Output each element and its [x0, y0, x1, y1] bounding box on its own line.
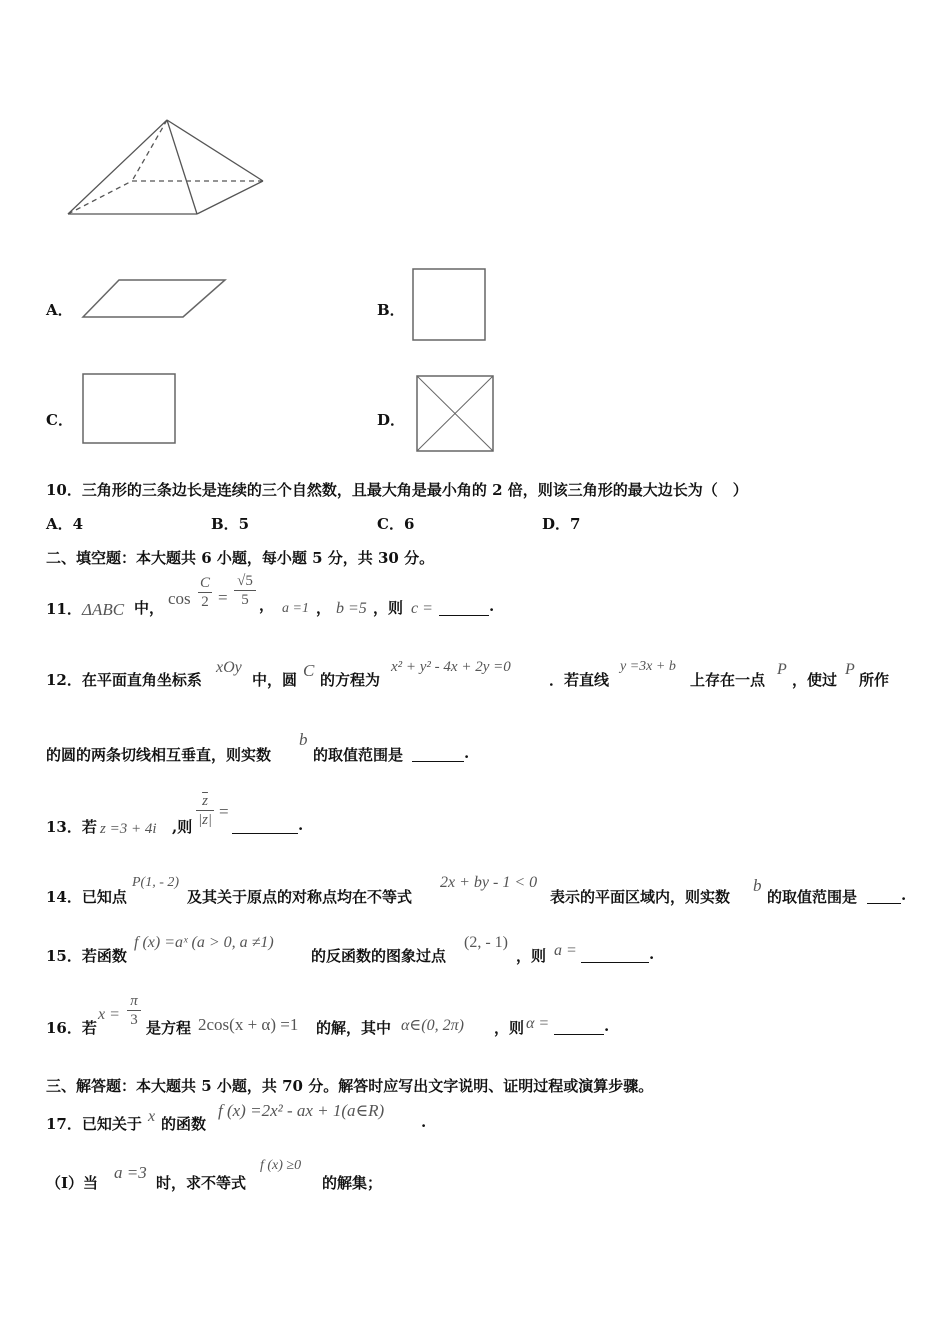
section-3-heading: 三、解答题：本大题共 5 小题，共 70 分。解答时应写出文字说明、证明过程或演算步骤。	[46, 1077, 654, 1095]
q16-frac-pi3	[127, 992, 141, 1029]
q11-eq: =	[218, 588, 228, 607]
q16-alpha: α =	[526, 1015, 550, 1032]
q11-period: .	[489, 597, 495, 615]
q16-range: α∈(0, 2π)	[401, 1017, 464, 1034]
q16-part1: 16．若	[46, 1019, 97, 1037]
q12-part4: ．若直线	[549, 671, 610, 689]
q15	[46, 930, 686, 966]
q16-part3: 的解，其中	[316, 1019, 392, 1037]
q13-frac	[196, 792, 214, 829]
q16-three: 3	[130, 1012, 138, 1028]
q17-period: .	[421, 1113, 427, 1131]
q10-option-a[interactable]: A．4	[46, 515, 84, 533]
q11-frac-c2	[198, 574, 212, 611]
q12-period: .	[464, 744, 470, 762]
option-a-label[interactable]: A．	[46, 301, 73, 319]
q16	[46, 992, 626, 1040]
option-b-square	[410, 266, 490, 344]
q14-part2: 及其关于原点的对称点均在不等式	[187, 888, 413, 906]
q11-frac-den: 2	[201, 594, 209, 610]
q12-part9: 的取值范围是	[313, 746, 404, 764]
option-c-rectangle	[80, 371, 180, 447]
q11-cos: cos	[168, 589, 191, 608]
q14-part1: 14．已知点	[46, 888, 127, 906]
option-d-label[interactable]: D．	[377, 411, 406, 429]
section-2-heading: 二、填空题：本大题共 6 小题，每小题 5 分，共 30 分。	[46, 549, 435, 567]
q12-answer-blank[interactable]	[412, 760, 464, 762]
q16-part2: 是方程	[146, 1019, 192, 1037]
q11-b: b =5	[336, 600, 367, 617]
q11-frac-num: C	[199, 575, 210, 591]
q17-part-i-mid: 时，求不等式	[156, 1174, 247, 1192]
q14-answer-blank[interactable]	[867, 902, 901, 904]
q12-part6: ，使过	[792, 671, 838, 689]
q13	[46, 790, 326, 840]
q15-point: (2, - 1)	[464, 934, 508, 951]
q10-option-d[interactable]: D．7	[542, 515, 581, 533]
q17	[46, 1098, 446, 1134]
q14-b: b	[753, 876, 762, 895]
q13-eq: =	[219, 802, 229, 821]
q15-function: f (x) =aˣ (a > 0, a ≠1)	[134, 934, 274, 951]
q15-period: .	[649, 945, 655, 963]
q16-part4: ，则	[494, 1019, 525, 1037]
q17-inequality: f (x) ≥0	[260, 1158, 302, 1173]
q17-a3: a =3	[114, 1163, 147, 1182]
q12-b: b	[299, 730, 308, 749]
q16-pi: π	[127, 992, 141, 1011]
q14-point: P(1, - 2)	[132, 875, 180, 890]
option-a-parallelogram	[78, 274, 230, 324]
q13-part1: 13．若	[46, 818, 97, 836]
q11-five: 5	[241, 592, 249, 608]
q16-x: x =	[98, 1006, 120, 1023]
q15-part3: ，则	[516, 947, 547, 965]
q17-part1: 17．已知关于	[46, 1115, 142, 1133]
q13-zbar: $\overline{z}$	[196, 792, 214, 811]
q13-absz: |z|	[197, 812, 213, 828]
q15-part1: 15．若函数	[46, 947, 127, 965]
q11-number: 11．	[46, 600, 82, 618]
q17-function: f (x) =2x² - ax + 1(a∈R)	[218, 1101, 385, 1120]
q10-option-c[interactable]: C．6	[377, 515, 415, 533]
q12-part5: 上存在一点	[690, 671, 766, 689]
q17-part-i-end: 的解集；	[322, 1174, 383, 1192]
q12-xoy: xOy	[216, 659, 242, 676]
q17-part2: 的函数	[161, 1115, 207, 1133]
q10-option-b[interactable]: B．5	[211, 515, 250, 533]
q16-answer-blank[interactable]	[554, 1033, 604, 1035]
q17-part-i-label: （Ⅰ）当	[46, 1174, 99, 1192]
q11-then: ，则	[373, 599, 404, 617]
q11-c: c =	[411, 600, 433, 617]
q11-answer-blank[interactable]	[439, 614, 489, 616]
option-b-label[interactable]: B．	[377, 301, 405, 319]
q17-part-i	[46, 1158, 406, 1194]
q15-part2: 的反函数的图象过点	[311, 947, 447, 965]
q16-equation: 2cos(x + α) =1	[198, 1015, 299, 1034]
q12-circle-c: C	[303, 661, 315, 680]
q11-triangle: ΔABC	[82, 600, 125, 619]
q12-line1	[46, 655, 916, 691]
q14-period: .	[901, 886, 907, 904]
q14-part4: 的取值范围是	[767, 888, 858, 906]
q15-a: a =	[554, 942, 577, 959]
q10-text: 10．三角形的三条边长是连续的三个自然数，且最大角是最小角的 2 倍，则该三角形的最大边长为（ ）	[46, 481, 748, 499]
q12-part1: 12．在平面直角坐标系	[46, 671, 202, 689]
q12-line2	[46, 728, 526, 764]
q13-answer-blank[interactable]	[232, 832, 298, 834]
q11-a: a =1	[282, 601, 309, 616]
q14	[46, 872, 916, 908]
q12-part8: 的圆的两条切线相互垂直，则实数	[46, 746, 272, 764]
q11-frac-sqrt5	[234, 572, 256, 609]
pyramid-figure	[60, 110, 275, 225]
q15-answer-blank[interactable]	[581, 961, 649, 963]
q12-part7: 所作	[859, 671, 890, 689]
q12-part2: 中，圆	[252, 671, 298, 689]
q12-equation: x² + y² - 4x + 2y =0	[391, 659, 511, 675]
q12-point-p2: P	[845, 661, 855, 678]
q11-sqrt5: √5	[234, 572, 256, 591]
q17-x: x	[148, 1108, 156, 1125]
q13-period: .	[298, 816, 304, 834]
q14-inequality: 2x + by - 1 < 0	[440, 874, 538, 891]
option-c-label[interactable]: C．	[46, 411, 73, 429]
option-d-square-diagonals	[414, 373, 496, 453]
q16-period: .	[604, 1017, 610, 1035]
q13-z-value: z =3 + 4i	[100, 821, 157, 837]
q13-then: ,则	[172, 818, 193, 836]
q12-point-p: P	[777, 661, 787, 678]
q11-comma: ，	[259, 596, 275, 614]
q11-comma2: ，	[316, 599, 332, 617]
q14-part3: 表示的平面区域内，则实数	[550, 888, 731, 906]
q12-part3: 的方程为	[320, 671, 381, 689]
q12-line-eq: y =3x + b	[620, 659, 676, 674]
q11-zhong: 中，	[134, 599, 165, 617]
